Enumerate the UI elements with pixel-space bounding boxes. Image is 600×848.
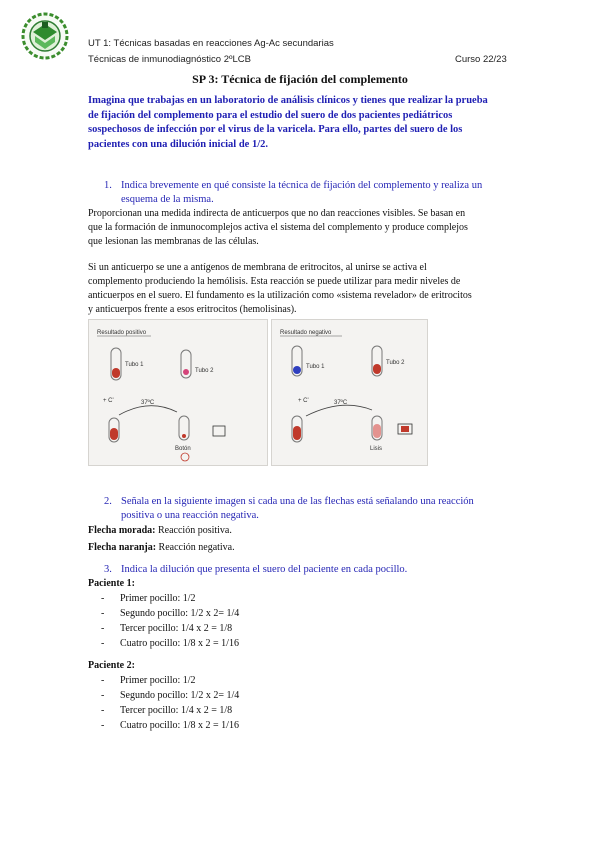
- patient-name: Paciente 2:: [88, 660, 135, 671]
- list-item: - Cuatro pocillo: 1/8 x 2 = 1/16: [101, 720, 239, 731]
- intro-line: sospechosos de infección por el virus de la varicela. Para ello, partes del suero de los: [88, 124, 463, 135]
- list-item: - Segundo pocillo: 1/2 x 2= 1/4: [101, 690, 240, 701]
- arrow-label: Flecha morada:: [88, 525, 156, 536]
- photo-caption: Resultado positivo: [97, 330, 147, 336]
- question-2: [104, 495, 594, 523]
- patient-2-block: [88, 659, 488, 733]
- photo-label: Tubo 1: [306, 364, 325, 370]
- text-line: que lesionan las membranas de las células.: [88, 236, 259, 247]
- text-line: y anticuerpos frente a esos eritrocitos (hemolisinas).: [88, 304, 297, 315]
- question-3: [104, 563, 594, 577]
- answer-paragraph-1: [88, 207, 593, 249]
- arrow-answer-purple: [88, 522, 588, 539]
- photo-label: Botón: [175, 446, 191, 452]
- arrow-value: Reacción positiva.: [158, 525, 232, 536]
- question-1: [104, 179, 594, 207]
- positive-result-photo: [88, 319, 268, 466]
- photo-label: Tubo 2: [195, 368, 214, 374]
- intro-line: Imagina que trabajas en un laboratorio de análisis clínicos y tienes que realizar la prueba: [88, 95, 488, 106]
- negative-result-photo: [271, 319, 428, 466]
- header-unit: UT 1: Técnicas basadas en reacciones Ag-Ac secundarias: [88, 38, 334, 49]
- intro-paragraph: [88, 94, 588, 152]
- photo-label: Tubo 2: [386, 360, 405, 366]
- question-line: positiva o una reacción negativa.: [121, 510, 259, 521]
- list-item: - Tercer pocillo: 1/4 x 2 = 1/8: [101, 705, 233, 716]
- text-line: Proporcionan una medida indirecta de anticuerpos que no dan reacciones visibles. Se basan en: [88, 208, 466, 219]
- list-item: - Primer pocillo: 1/2: [101, 593, 196, 604]
- list-item: - Segundo pocillo: 1/2 x 2= 1/4: [101, 608, 240, 619]
- text-line: que la formación de inmunocomplejos activa el sistema del complemento y produce complejos: [88, 222, 468, 233]
- intro-line: pacientes con una dilución inicial de 1/2.: [88, 138, 268, 150]
- list-item: - Tercer pocillo: 1/4 x 2 = 1/8: [101, 623, 233, 634]
- question-number: 3.: [104, 564, 112, 575]
- patient-name: Paciente 1:: [88, 578, 135, 589]
- arrow-answer-orange: [88, 539, 588, 556]
- photo-label: 37ºC: [141, 400, 155, 406]
- text-line: anticuerpos en el suero. El fundamento es la utilización como «sistema revelador» de eritrocitos: [88, 290, 472, 301]
- school-logo: [21, 12, 69, 60]
- question-number: 2.: [104, 496, 112, 507]
- arrow-answers: [88, 522, 588, 556]
- photo-label: + C': [298, 398, 309, 404]
- list-item: - Cuatro pocillo: 1/8 x 2 = 1/16: [101, 638, 239, 649]
- photo-label: + C': [103, 398, 114, 404]
- patient-1-block: [88, 577, 488, 651]
- header-subject: Técnicas de inmunodiagnóstico 2ºLCB: [88, 54, 251, 65]
- text-line: Si un anticuerpo se une a antígenos de membrana de eritrocitos, al unirse se activa el: [88, 262, 427, 273]
- question-line: esquema de la misma.: [121, 194, 214, 205]
- text-line: complemento produciendo la hemólisis. Esta reacción se puede utilizar para medir niveles de: [88, 276, 461, 287]
- photo-label: 37ºC: [334, 400, 348, 406]
- question-number: 1.: [104, 180, 112, 191]
- intro-line: de fijación del complemento para el estudio del suero de dos pacientes pediátricos: [88, 109, 453, 121]
- question-line: Indica brevemente en qué consiste la técnica de fijación del complemento y realiza un: [121, 180, 483, 191]
- question-line: Señala en la siguiente imagen si cada una de las flechas está señalando una reacción: [121, 496, 474, 507]
- header-course: Curso 22/23: [455, 54, 507, 65]
- answer-paragraph-2: [88, 261, 593, 317]
- list-item: - Primer pocillo: 1/2: [101, 675, 196, 686]
- arrow-label: Flecha naranja:: [88, 542, 157, 553]
- photo-label: Lisis: [370, 446, 383, 452]
- arrow-value: Reacción negativa.: [158, 542, 235, 553]
- photo-label: Tubo 1: [125, 362, 144, 368]
- photo-caption: Resultado negativo: [280, 330, 332, 336]
- page-title: SP 3: Técnica de fijación del complemento: [192, 72, 408, 86]
- question-line: Indica la dilución que presenta el suero del paciente en cada pocillo.: [121, 564, 408, 575]
